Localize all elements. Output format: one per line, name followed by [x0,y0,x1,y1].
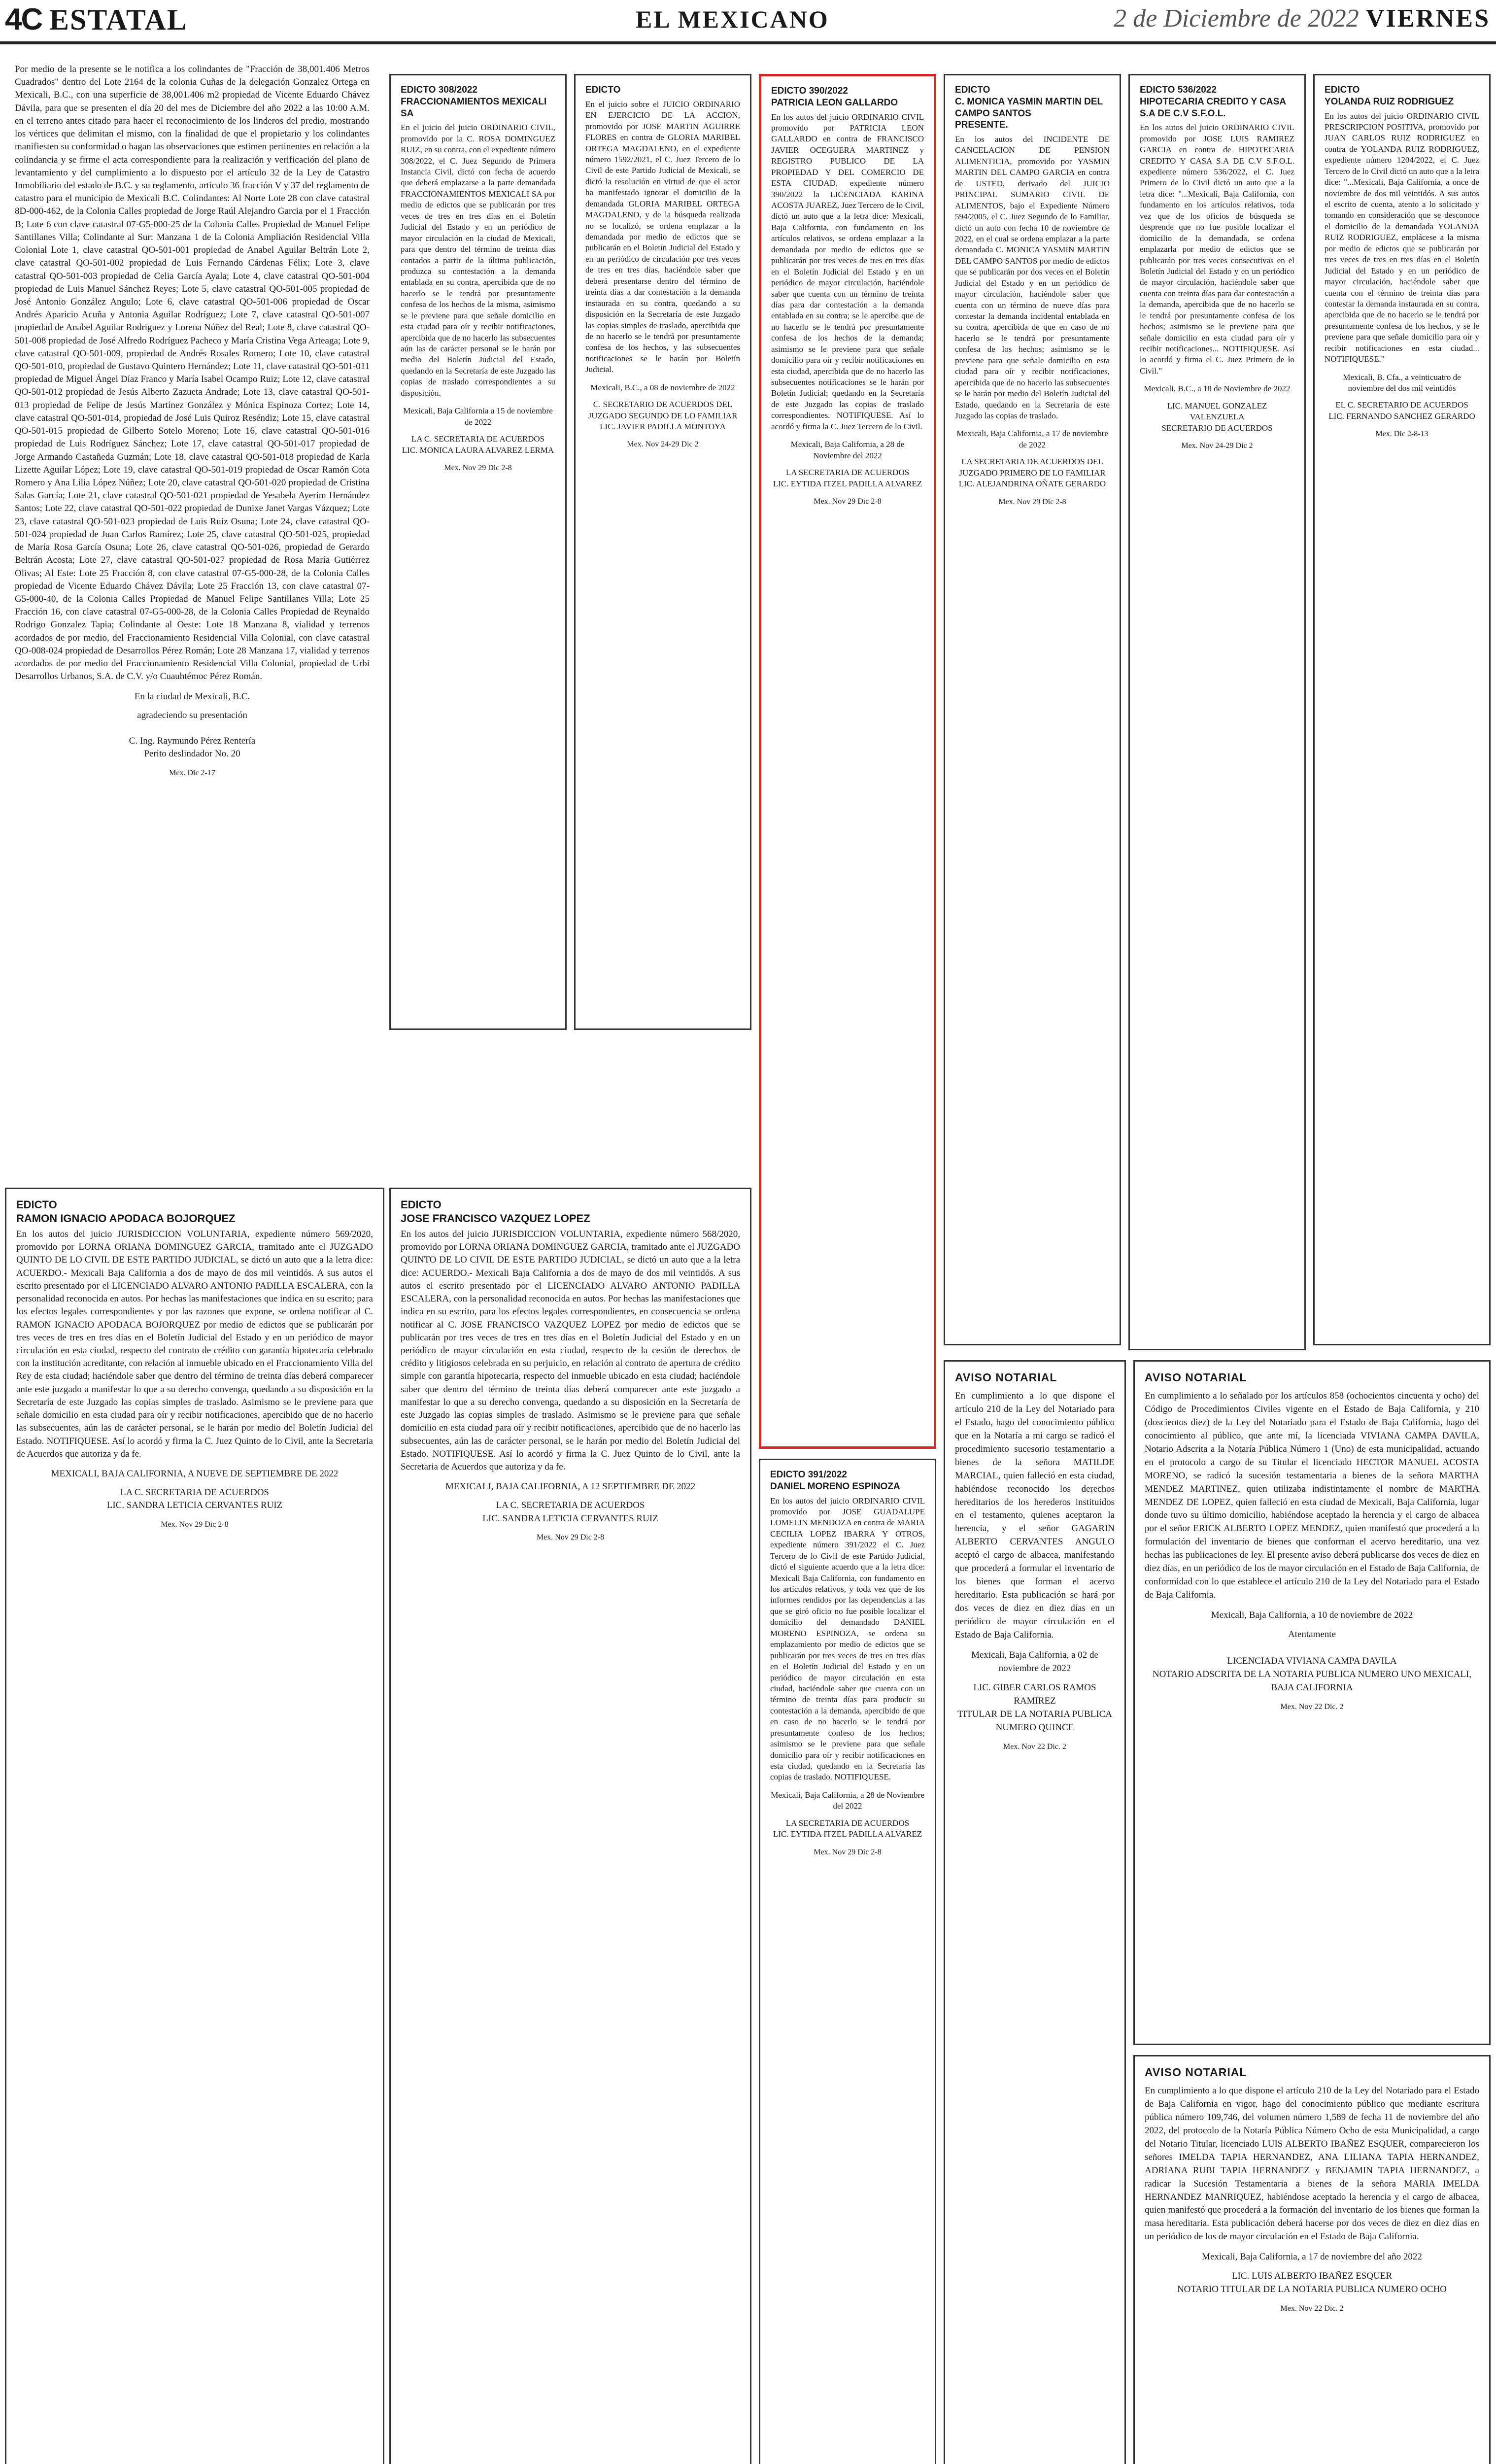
notice-footer: Mex. Nov 29 Dic 2-8 [161,1520,229,1529]
notice-footer: Mex. Nov 22 Dic. 2 [1280,2304,1344,2313]
notice-edicto-308 [389,74,567,1030]
masthead [0,0,1496,44]
notice-signature: EL C. SECRETARIO DE ACUERDOS LIC. FERNANDO SANCHEZ GERARDO [1328,400,1475,421]
notice-body: En los autos del juicio JURISDICCION VOLUNTARIA, expediente número 569/2020, promovido por LORNA ORIANA DOMINGUEZ GARCIA, tramitado ante el JUZGADO QUINTO DE LO CIVIL DE ESTE PARTIDO JUDICIAL, se dictó un auto que a la letra dice: ACUERDO.- Mexicali Baja California a dos de mayo de dos mil veintidós. A sus autos el escrito presentado por el LICENCIADO ALVARO ANTONIO PADILLA ESCALERA, con la personalidad reconocida en autos. Por hechas las manifestaciones que indica en su escrito; para los efectos legales correspondientes y por las razones que expone, se ordena notificar al C. RAMON IGNACIO APODACA BOJORQUEZ por medio de edictos que se publicarán por tres veces de tres en tres días en el Boletín Judicial del Estado y en un periódico de mayor circulación en esta ciudad, respecto del contrato de crédito con garantía hipotecaria celebrado con la institución acreditante, con relación al inmueble ubicado en el Fraccionamiento Villa del Rey de esta ciudad; haciéndole saber que dentro del término de treinta días deberá comparecer ante este juzgado a manifestar lo que a su derecho convenga, quedando a su disposición en la Secretaría de este Juzgado las copias simples de traslado. Asimismo se le previene para que señale domicilio en esta ciudad para oír y recibir notificaciones, apercibido que de no hacerlo las subsecuentes, aún las de carácter personal, se le harán por medio del Boletín Judicial del Estado. NOTIFIQUESE. Así lo acordó y firma la C. Juez Quinto de lo Civil, ante la Secretaria de Acuerdos que autoriza y da fe. [16,1229,375,1459]
notice-edicto-ortega [574,74,751,1030]
notice-aviso-notarial-15 [944,1360,1126,2464]
notice-signature: agradeciendo su presentación C. Ing. Raymundo Pérez Rentería Perito deslindador No. 20 [129,710,256,759]
notice-edicto-390 [759,74,936,1449]
notice-place: Mexicali, Baja California, a 17 de noviembre de 2022 [956,429,1108,449]
notice-place: Mexicali, B.C., a 18 de Noviembre de 2022 [1144,384,1291,394]
notice-body: En el juicio sobre el JUICIO ORDINARIO EN EJERCICIO DE LA ACCION, promovido por JOSE MARTIN AGUIRRE FLORES en contra de GLORIA MARIBEL ORTEGA MAGDALENO, en el expediente número 1592/2021, el C. Juez Tercero de lo Civil de este Partido Judicial de Mexicali, se dictó la resolución en virtud de que el actor ha manifestado ignorar el domicilio de la demandada GLORIA MARIBEL ORTEGA MAGDALENO, y de la búsqueda realizada no se localizó, se ordena emplazar a la demandada por medio de edictos que se publicarán en el Boletín Judicial del Estado y en un periódico de circulación por tres veces de tres en tres días, haciéndole saber que deberá presentarse dentro del término de treinta días a dar contestación a la demanda instaurada en su contra, quedando a su disposición en la Secretaría de este Juzgado las copias simples de traslado, apercibida que de no hacerlo se le tendrá por presuntamente confesa de los hechos, y las subsecuentes notificaciones se le harán por Boletín Judicial. [585,99,743,375]
notice-heading: EDICTO YOLANDA RUIZ RODRIGUEZ [1325,85,1454,107]
notice-body: En cumplimiento a lo señalado por los artículos 858 (ochocientos cincuenta y ocho) del Código de Procedimientos Civiles vigente en el Estado de Baja California, y 210 (doscientos diez) de la Ley del Notariado para el Estado de Baja California, hago del conocimiento al público, que ante mí, la licenciada VIVIANA CAMPA DAVILA, Notario Adscrita a la Notaría Pública Número 1 (Uno) de esta municipalidad, actuando en el protocolo a cargo de su Titular el licenciado HECTOR MANUEL ACOSTA MORENO, se radicó la sucesión testamentaria a bienes de la señora MARTHA MENDEZ MARTINEZ, quien utilizaba indistintamente el nombre de MARTHA MENDEZ DE LOPEZ, quien falleció en esta ciudad de Mexicali, Baja California, lugar donde tuvo su último domicilio, habiéndose aceptado la herencia y el cargo de albacea por el señor ERICK ALBERTO LOPEZ MENDEZ, quien manifestó que procederá a la formulación del inventario de bienes que conforman el acervo hereditario, una vez hechas las publicaciones de ley. El presente aviso deberá publicarse dos veces de diez en diez días, en un periódico de los de mayor circulación en el Estado de Baja California, de conformidad con lo que establece el artículo 210 de la Ley del Notariado para el Estado de Baja California. [1145,1390,1482,1601]
issue-date: 2 de Diciembre de 2022 [1114,4,1359,33]
notice-place: Mexicali, Baja California a 15 de noviembre de 2022 [403,406,553,427]
notice-body: En los autos del juicio ORDINARIO CIVIL PRESCRIPCION POSITIVA, promovido por JUAN CARLOS RUIZ RODRIGUEZ en contra de YOLANDA RUIZ RODRIGUEZ, expediente número 1204/2022, el C. Juez Tercero de lo Civil dictó un auto que a la letra dice: "...Mexicali, Baja California, a once de noviembre de dos mil veintidós. A sus autos el escrito de cuenta, atento a lo solicitado y tomando en consideración que se desconoce el domicilio de la demandada YOLANDA RUIZ RODRIGUEZ, emplácese a la misma por medio de edictos que se publicarán por tres veces de tres en tres días en el Boletín Judicial del Estado y en un periódico de mayor circulación, haciéndole saber que cuenta con el término de treinta días para contestar la demanda instaurada en su contra, apercibida que de no hacerlo se le tendrá por presuntamente confesa de los hechos, y se le previene para que señale domicilio para oír y recibir notificaciones en esta ciudad... NOTIFIQUESE." [1325,111,1482,364]
notice-aviso-notarial-1 [1133,1360,1491,2045]
notice-heading: AVISO NOTARIAL [955,1371,1057,1384]
notice-edicto-yolanda [1313,74,1491,1345]
issue-weekday: VIERNES [1365,4,1490,33]
notice-signature: LA SECRETARIA DE ACUERDOS DEL JUZGADO PRIMERO DE LO FAMILIAR LIC. ALEJANDRINA OÑATE GERARDO [958,457,1106,489]
notice-heading: EDICTO JOSE FRANCISCO VAZQUEZ LOPEZ [401,1198,590,1225]
notice-edicto-536 [1128,74,1306,1350]
date-line [1114,4,1490,33]
notice-signature: LIC. GIBER CARLOS RAMOS RAMIREZ TITULAR DE LA NOTARIA PUBLICA NUMERO QUINCE [957,1682,1113,1733]
notice-footer: Mex. Dic 2-17 [169,768,215,777]
notice-heading: EDICTO C. MONICA YASMIN MARTIN DEL CAMPO SANTOS PRESENTE. [955,85,1103,131]
notice-footer: Mex. Nov 29 Dic 2-8 [998,497,1066,506]
notice-edicto-vazquez [389,1188,751,2464]
notice-heading: EDICTO 536/2022 HIPOTECARIA CREDITO Y CASA S.A DE C.V S.F.O.L. [1140,85,1286,119]
notice-heading: AVISO NOTARIAL [1145,2066,1247,2079]
notice-edicto-apodaca [5,1188,384,2464]
notice-aviso-notarial-8 [1133,2055,1491,2464]
notice-place: Mexicali, B. Cfa., a veinticuatro de noviembre del dos mil veintidós [1343,372,1461,393]
notice-heading: EDICTO RAMON IGNACIO APODACA BOJORQUEZ [16,1198,236,1225]
notice-place: Mexicali, Baja California, a 17 de noviembre del año 2022 [1202,2252,1422,2262]
notice-body: Por medio de la presente se le notifica a los colindantes de "Fracción de 38,001.406 Metros Cuadrados" dentro del Lote 2164 de la colonia Cuñas de la delegación Gonzalez Ortega en Mexicali, B.C., con una superficie de 38,001.406 m2 propiedad de Vicente Eduardo Chávez Dávila, para que se presenten el día 20 del mes de Diciembre del año 2022 a las 10:00 A.M. en el terreno antes citado para hacer el reconocimiento de los linderos del predio, mostrando los vértices que delimitan el mismo, con la finalidad de que el propietario y los colindantes manifiesten su conformidad o hagan las observaciones que estimen pertinentes en relación a la colindancia y se firme el acta correspondiente para la realización y verificación del plano de levantamiento y del cumplimiento a lo dispuesto por el artículo 32 de la Ley de Catastro Inmobiliario del estado de B.C. y su reglamento, artículo 36 fracción V y 37 del reglamento de catastro para el municipio de Mexicali B.C. Colindantes: Al Norte Lote 28 con clave catastral 8D-000-462, de la Colonia Calles propiedad de Jorge Raúl Alejandro Garcia por el 1 Fracción B; Lote 6 con clave catastral 07-G5-000-25 de la Colonia Calles Propiedad de Manuel Felipe Santillanes Villa; Colindante al Sur: Manzana 1 de la Colonia Ampliación Residencial Villa Colonial Lote 1, clave catastral QO-501-001 propiedad de Anabel Aguilar Beltrán Lote 2, clave catastral QO-501-002 propiedad de Luis Fernando Cárdenas Félix; Lote 3, clave catastral QO-501-003 propiedad de Celia García Ayala; Lote 4, clave catastral QO-501-004 propiedad de Luis Manuel Sánchez Reyes; Lote 5, clave catastral QO-501-005 propiedad de José Antonio González Angulo; Lote 6, clave catastral QO-501-006 propiedad de Oscar Andrés Aparicio Acuña y Antonia Aguilar Rodríguez; Lote 7, clave catastral QO-501-007 propiedad de Anabel Aguilar Rodríguez y Lorena Núñez del Real; Lote 8, clave catastral QO-501-008 propiedad de José Alfredo Rodríguez Pacheco y María Cristina Vega Arteaga; Lote 9, clave catastral QO-501-009, propiedad de Andrés Rosales Romero; Lote 10, clave catastral QO-501-010, propiedad de Gustavo Quintero Hernández; Lote 11, clave catastral QO-501-011 propiedad de Miguel Ángel Díaz Franco y María Isabel Ocampo Ruiz; Lote 12, clave catastral QO-501-012 propiedad de Jesús Alberto Zazueta Andrade; Lote 13, clave catastral QO-501-013 propiedad de Felipe de Jesús Martínez González y Mónica Espinoza Cortez; Lote 14, clave catastral QO-501-014, propiedad de José Luis Quiroz Reséndiz; Lote 15, clave catastral QO-501-015 propiedad de Gilberto Sotelo Moreno; Lote 16, clave catastral QO-501-016 propiedad de Luis Rodríguez Sánchez; Lote 17, clave catastral QO-501-017 propiedad de Jorge Armando Castañeda Guzmán; Lote 18, clave catastral QO-501-018 propiedad de Karla Lizette Aguilar López; Lote 19, clave catastral QO-501-019 propiedad de Oscar Ramón Cota Romero y Ana Lilia López Núñez; Lote 20, clave catastral QO-501-020 propiedad de Cristina Salas García; Lote 21, clave catastral QO-501-021 propiedad de Yesabela Ayerim Hernández Santos; Lote 22, clave catastral QO-501-022 propiedad de Dunixe Janet Vargas Vázquez; Lote 23, clave catastral QO-501-023 propiedad de Luis Ruiz Osuna; Lote 24, clave catastral QO-501-024 propiedad de Juan Carlos Ramírez; Lote 25, clave catastral QO-501-025, propiedad de María Rosa García Osuna; Lote 26, clave catastral QO-501-026, propiedad de Gerardo Beltrán Acosta; Lote 27, clave catastral QO-501-027 propiedad de Rosa María Gutiérrez Olivas; Al Este: Lote 25 Fracción 8, con clave catastral 07-G5-000-28, de la Colonia Calles propiedad de Vicente Eduardo Chávez Dávila; Lote 25 Fracción 13, con clave catastral 07-G5-000-40, de la Colonia Calles Propiedad de Manuel Felipe Santillanes Villa; Lote 25 Fracción 16, con clave catastral 07-G5-000-28, de la Colonia Calles Propiedad de Reynaldo Rodrigo Gonzalez Tapia; Colindante al Oeste: Lote 18 Manzana 8, vialidad y terrenos acordados de por medio, del Fraccionamiento Residencial Villa Colonial, con clave catastral QO-008-024 propiedad de Desarrollos Pérez Román; Lote 28 Manzana 17, vialidad y terrenos acordados de por medio del Fraccionamiento Residencial Villa Colonial, propiedad de Urbi Desarrollos Urbanos, S.A. de C.V. y/o Cuauhtémoc Pérez Román. [15,64,372,682]
notice-footer: Mex. Nov 24-29 Dic 2 [1181,442,1253,450]
notice-place: Mexicali, Baja California, a 28 de Noviembre del 2022 [771,1790,924,1811]
notice-signature: LA C. SECRETARIA DE ACUERDOS LIC. SANDRA LETICIA CERVANTES RUIZ [482,1500,658,1524]
notice-signature: LA C. SECRETARIA DE ACUERDOS LIC. MONICA LAURA ALVAREZ LERMA [402,434,554,455]
notice-place: Mexicali, Baja California, a 28 de Noviembre del 2022 [790,440,905,460]
notice-heading: EDICTO [585,85,621,95]
notice-footer: Mex. Nov 29 Dic 2-8 [814,497,882,506]
page-number: 4C [5,2,42,36]
notice-signature: LA SECRETARIA DE ACUERDOS LIC. EYTIDA ITZEL PADILLA ALVAREZ [773,468,922,488]
notice-signature: LA C. SECRETARIA DE ACUERDOS LIC. SANDRA LETICIA CERVANTES RUIZ [106,1487,283,1511]
notice-body: En los autos del juicio ORDINARIO CIVIL promovido por JOSE LUIS RAMIREZ GARCIA en contra de HIPOTECARIA CREDITO Y CASA S.A DE C.V S.F.O.L. expediente número 536/2022, el C. Juez Primero de lo Civil dictó un auto que a la letra dice: "...Mexicali, Baja California, con fundamento en los artículos relativos, toda vez que de los oficios de búsqueda se desprende que no fue posible localizar el domicilio de la demandada, se ordena emplazarla por medio de edictos que se publicarán por tres veces consecutivas en el Boletín Judicial del Estado y en un periódico de mayor circulación, haciéndole saber que cuenta con treinta días para dar contestación a la demanda, apercibida que de no hacerlo se le tendrá por presuntamente confesa de los hechos; asimismo se le previene para que señale domicilio en esta ciudad para oír y recibir notificaciones... NOTIFIQUESE. Así lo acordó y firma el C. Juez Primero de lo Civil." [1140,123,1297,376]
notice-signature: C. SECRETARIO DE ACUERDOS DEL JUZGADO SEGUNDO DE LO FAMILIAR LIC. JAVIER PADILLA MONTOYA [588,400,738,431]
notice-body: En cumplimiento a lo que dispone el artículo 210 de la Ley del Notariado para el Estado, hago del conocimiento público que en la Notaría a mi cargo se radicó el procedimiento sucesorio testamentario a bienes de la señora MATILDE MARCIAL, quien falleció en esta ciudad, habiéndose reconocido los derechos hereditarios de los herederos instituidos en el testamento, quienes aceptaron la herencia, y el señor GAGARIN ALBERTO CERVANTES ANGULO aceptó el cargo de albacea, manifestando que procederá a formular el inventario de los bienes que forman el acervo hereditario. Esta publicación se hará por dos veces de diez en diez días en un periódico de mayor circulación en el Estado de Baja California. [955,1390,1117,1641]
notice-place: Mexicali, Baja California, a 02 de noviembre de 2022 [971,1650,1098,1674]
notice-footer: Mex. Nov 24-29 Dic 2 [627,440,699,449]
notice-place: Mexicali, Baja California, a 10 de noviembre de 2022 [1211,1610,1413,1621]
notice-heading: AVISO NOTARIAL [1145,1371,1247,1384]
notice-signature: LIC. MANUEL GONZALEZ VALENZUELA SECRETARIO DE ACUERDOS [1161,401,1273,433]
notice-body: En los autos del juicio ORDINARIO CIVIL promovido por PATRICIA LEON GALLARDO en contra de FRANCISCO JAVIER OCEGUERA MARTINEZ y REGISTRO PUBLICO DE LA PROPIEDAD Y DEL COMERCIO DE ESTA CIUDAD, expediente número 390/2022 la LICENCIADA KARINA ACOSTA JUAREZ, Juez Tercero de lo Civil, dictó un auto que a la letra dice: Mexicali, Baja California, con fundamento en los artículos relativos, se ordena emplazar a la demandada por medio de edictos que se publicarán por tres veces de tres en tres días en el Boletín Judicial del Estado y en un periódico de mayor circulación, haciéndole saber que cuenta con un término de treinta días para dar contestación a la demanda entablada en su contra; se le apercibe que de no hacerlo se le tendrá por presuntamente confesa de los hechos de la demanda; asimismo se le previene para que señale domicilio para oír y recibir notificaciones en esta ciudad, apercibida que de no hacerlo las subsecuentes notificaciones se le harán por Boletín Judicial; quedando en la Secretaría de este Juzgado las copias de traslado correspondientes. NOTIFIQUESE. Así lo acordó y firma la C. Juez Tercero de lo Civil. [771,112,926,431]
notice-body: En los autos del juicio JURISDICCION VOLUNTARIA, expediente número 568/2020, promovido por LORNA ORIANA DOMINGUEZ GARCIA, tramitado ante el JUZGADO QUINTO DE LO CIVIL DE ESTE PARTIDO JUDICIAL, se dictó un auto que a la letra dice: ACUERDO.- Mexicali Baja California a dos de mayo de dos mil veintidós. A sus autos el escrito presentado por el LICENCIADO ALVARO ANTONIO PADILLA ESCALERA, con la personalidad reconocida en autos. Por hechas las manifestaciones que indica en su escrito, para los efectos legales correspondientes, en consecuencia se ordena notificar al C. JOSE FRANCISCO VAZQUEZ LOPEZ por medio de edictos que se publicarán por tres veces de tres en tres días en el Boletín Judicial del Estado y en un periódico de mayor circulación en esta ciudad, respecto de la cesión de derechos de crédito y litigiosos celebrada en su perjuicio, en relación al contrato de apertura de crédito simple con garantía hipotecaria, respecto del inmueble ubicado en esta ciudad; haciéndole saber que dentro del término de treinta días deberá comparecer ante este juzgado a manifestar lo que a su derecho convenga, quedando a su disposición en la Secretaría de este Juzgado las copias simples de traslado. Asimismo se le previene para que señale domicilio en esta ciudad para oír y recibir notificaciones, apercibido que de no hacerlo las subsecuentes, aún las de carácter personal, se le harán por medio del Boletín Judicial del Estado. NOTIFIQUESE. Así lo acordó y firma la C. Juez Quinto de lo Civil, ante la Secretaria de Acuerdos que autoriza y da fe. [401,1229,743,1472]
notice-footer: Mex. Nov 22 Dic. 2 [1003,1742,1066,1751]
notice-heading: EDICTO 390/2022 PATRICIA LEON GALLARDO [771,86,898,108]
notice-body: En los autos del INCIDENTE DE CANCELACION DE PENSION ALIMENTICIA, promovido por YASMIN MARTIN DEL CAMPO GARCIA en contra de USTED, derivado del JUICIO PRINCIPAL SUMARIO CIVIL DE ALIMENTOS, bajo el Expediente Número 594/2005, el C. Juez Segundo de lo Familiar, dictó un auto con fecha 10 de noviembre de 2022, en el cual se ordena emplazar a la parte demandada C. MONICA YASMIN MARTIN DEL CAMPO SANTOS por medio de edictos que se publicarán por dos veces en el Boletín Judicial del Estado y en un periódico de mayor circulación, haciéndole saber que cuenta con un término de nueve días para contestar la demanda incidental entablada en su contra, apercibida de que en caso de no hacerlo se le tendrá por presuntamente confesa de los hechos; asimismo se le previene para que señale domicilio en esta ciudad para oír y recibir notificaciones, apercibida que de no hacerlo las subsecuentes se le harán por medio del Boletín Judicial del Estado, quedando en la Secretaría de este Juzgado las copias de traslado. [955,135,1112,420]
newspaper-name: EL MEXICANO [636,5,829,33]
section-title: ESTATAL [49,3,188,36]
notice-footer: Mex. Nov 29 Dic 2-8 [444,463,512,472]
notice-footer: Mex. Dic 2-8-13 [1375,430,1428,439]
notice-edicto-deslinde-1 [5,54,379,777]
notice-signature: LA SECRETARIA DE ACUERDOS LIC. EYTIDA ITZEL PADILLA ALVAREZ [773,1818,922,1839]
notice-footer: Mex. Nov 29 Dic 2-8 [536,1533,605,1541]
notice-signature: Atentamente LICENCIADA VIVIANA CAMPA DAVILA NOTARIO ADSCRITA DE LA NOTARIA PUBLICA NUMERO UNO MEXICALI, BAJA CALIFORNIA [1152,1629,1472,1693]
notice-place: MEXICALI, BAJA CALIFORNIA, A NUEVE DE SEPTIEMBRE DE 2022 [51,1468,339,1479]
notice-place: Mexicali, B.C., a 08 de noviembre de 2022 [590,382,735,392]
notice-signature: LIC. LUIS ALBERTO IBAÑEZ ESQUER NOTARIO TITULAR DE LA NOTARIA PUBLICA NUMERO OCHO [1177,2271,1447,2295]
notice-edicto-martin-del-campo [944,74,1121,1345]
notice-body: En cumplimiento a lo que dispone el artículo 210 de la Ley del Notariado para el Estado de Baja California en vigor, hago del conocimiento público que mediante escritura pública número 109,746, del volumen número 1,589 de fecha 11 de noviembre del año 2022, del protocolo de la Notaría Pública Número Ocho de esta Municipalidad, a cargo del Notario Titular, licenciado LUIS ALBERTO IBAÑEZ ESQUER, comparecieron los señores IMELDA TAPIA HERNANDEZ, ANA LILIANA TAPIA HERNANDEZ, ADRIANA RUBI TAPIA HERNANDEZ y BENJAMIN TAPIA HERNANDEZ, a radicar la Sucesión Testamentaria a bienes de la señora MARIA IMELDA HERNANDEZ MANRIQUEZ, habiéndose aceptado la herencia y el cargo de albacea, quien manifestó que procederá a la formación del inventario de los bienes que forman la masa hereditaria. Esta publicación deberá hacerse por dos veces de diez en diez días en un periódico de los de mayor circulación en el Estado de Baja California. [1145,2085,1482,2242]
notice-edicto-391 [759,1459,936,2464]
notice-place: En la ciudad de Mexicali, B.C. [134,691,250,702]
notice-footer: Mex. Nov 29 Dic 2-8 [814,1848,882,1856]
notice-place: MEXICALI, BAJA CALIFORNIA, A 12 SEPTIEMBRE DE 2022 [445,1481,696,1492]
notice-heading: EDICTO 391/2022 DANIEL MORENO ESPINOZA [770,1470,900,1492]
notice-heading: EDICTO 308/2022 FRACCIONAMIENTOS MEXICALI SA [401,85,547,119]
notice-body: En los autos del juicio ORDINARIO CIVIL promovido por JOSE GUADALUPE LOMELIN MENDOZA en contra de MARIA CECILIA LOPEZ IBARRA Y OTROS, expediente número 391/2022 el C. Juez Tercero de lo Civil de este Partido Judicial, dictó el siguiente acuerdo que a la letra dice: Mexicali Baja California, con fundamento en los artículos relativos, y toda vez que de los informes rendidos por las dependencias a las que se giró oficio no fue posible localizar el domicilio del demandado DANIEL MORENO ESPINOZA, se ordena su emplazamiento por medio de edictos que se publicarán por tres veces de tres en tres días en el Boletín Judicial del Estado y en un periódico de mayor circulación en esta ciudad, haciéndole saber que cuenta con un término de treinta días para producir su contestación a la demanda, apercibido de que en caso de no hacerlo se le tendrá por presuntamente confeso de los hechos; asimismo se le previene para que señale domicilio para oír y recibir notificaciones en esta ciudad, quedando en la Secretaría las copias de traslado. NOTIFIQUESE. [770,1496,927,1782]
notice-body: En el juicio del juicio ORDINARIO CIVIL, promovido por la C. ROSA DOMINGUEZ RUIZ, en su contra, con el expediente número 308/2022, el C. Juez Segundo de Primera Instancia Civil, dictó con fecha de acuerdo que deberá emplazarse a la parte demandada FRACCIONAMIENTOS MEXICALI SA por medio de edictos que se publicarán por tres veces de tres en tres días en el Boletín Judicial del Estado y en un periódico de mayor circulación en la ciudad de Mexicali, para que dentro del término de treinta días contados a partir de la última publicación, produzca su contestación a la demanda entablada en su contra, apercibida que de no hacerlo se le tendrá por presuntamente confesa de los hechos de la misma, asimismo se le previene para que señale domicilio en esta ciudad para oír y recibir notificaciones, apercibida que de no hacerlo las subsecuentes aún las de carácter personal se le harán por medio del Boletín Judicial del Estado, quedando en la Secretaría de este Juzgado las copias de traslado correspondientes a su disposición. [401,123,558,398]
notice-footer: Mex. Nov 22 Dic. 2 [1280,1703,1344,1711]
